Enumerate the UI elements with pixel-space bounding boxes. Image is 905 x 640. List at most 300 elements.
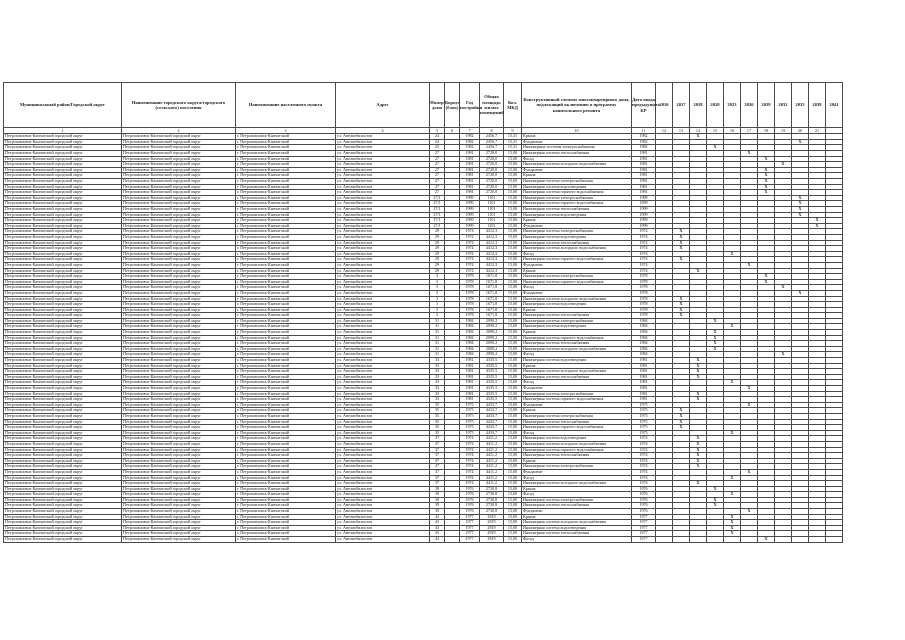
locality-cell: г. Петропавловск-Камчатский [236, 425, 336, 431]
area-cell: 4335,5 [480, 358, 504, 364]
prev-repair-date-cell: 1981 [632, 162, 656, 168]
capital-repair-register [3, 82, 843, 543]
area-cell: 4433,7 [480, 425, 504, 431]
locality-cell: г. Петропавловск-Камчатский [236, 481, 336, 487]
district-cell: Петропавловск-Камчатский городской округ [4, 296, 122, 302]
house-number-cell: 27 [430, 190, 445, 196]
locality-cell: г. Петропавловск-Камчатский [236, 212, 336, 218]
prev-repair-date-cell: 1984 [632, 346, 656, 352]
locality-cell: г. Петропавловск-Камчатский [236, 162, 336, 168]
element-cell: Инженерная система горячего водоснабжения [522, 279, 632, 285]
build-year-cell: 1999 [460, 201, 480, 207]
element-cell: Крыша [522, 514, 632, 520]
district-cell: Петропавловск-Камчатский городской округ [4, 307, 122, 313]
district-cell: Петропавловск-Камчатский городской округ [4, 413, 122, 419]
settlement-cell: Петропавловск-Камчатский городской округ [122, 167, 236, 173]
column-header: 2017 [673, 83, 690, 128]
year-cell: X [690, 447, 707, 453]
settlement-cell: Петропавловск-Камчатский городской округ [122, 363, 236, 369]
element-cell: Крыша [522, 458, 632, 464]
year-cell: X [758, 274, 775, 280]
mkd-count-cell: 15,00 [504, 458, 522, 464]
element-cell: Инженерная система теплоснабжения [522, 531, 632, 537]
column-number: 10 [522, 128, 632, 134]
house-number-cell: 29 [430, 234, 445, 240]
locality-cell: г. Петропавловск-Камчатский [236, 240, 336, 246]
mkd-count-cell: 15,00 [504, 251, 522, 257]
mkd-count-cell: 15,00 [504, 173, 522, 179]
prev-repair-date-cell: 1981 [632, 179, 656, 185]
locality-cell: г. Петропавловск-Камчатский [236, 167, 336, 173]
mkd-count-cell: 15,00 [504, 469, 522, 475]
area-cell: 2720,0 [480, 162, 504, 168]
year-cell: X [690, 464, 707, 470]
column-number: 12 [656, 128, 673, 134]
settlement-cell: Петропавловск-Камчатский городской округ [122, 190, 236, 196]
house-number-cell: 29 [430, 229, 445, 235]
district-cell: Петропавловск-Камчатский городской округ [4, 481, 122, 487]
mkd-count-cell: 15,00 [504, 218, 522, 224]
house-number-cell: 27 [430, 173, 445, 179]
year-cell: X [741, 151, 758, 157]
year-cell: X [707, 318, 724, 324]
prev-repair-date-cell: 1981 [632, 391, 656, 397]
house-number-cell: 27/1 [430, 218, 445, 224]
street-cell: ул. Автомобилистов [336, 223, 430, 229]
column-header: 2032 [775, 83, 792, 128]
area-cell: 1671,8 [480, 302, 504, 308]
area-cell: 4433,7 [480, 408, 504, 414]
street-cell: ул. Автомобилистов [336, 218, 430, 224]
year-cell: X [758, 173, 775, 179]
mkd-count-cell: 15,00 [504, 335, 522, 341]
year-cell: X [792, 207, 809, 213]
element-cell: Инженерная система холодного водоснабжения [522, 162, 632, 168]
build-year-cell: 1974 [460, 441, 480, 447]
build-year-cell: 1974 [460, 436, 480, 442]
area-cell: 2090,2 [480, 335, 504, 341]
district-cell: Петропавловск-Камчатский городской округ [4, 262, 122, 268]
street-cell: ул. Автомобилистов [336, 386, 430, 392]
district-cell: Петропавловск-Камчатский городской округ [4, 335, 122, 341]
street-cell: ул. Автомобилистов [336, 190, 430, 196]
settlement-cell: Петропавловск-Камчатский городской округ [122, 369, 236, 375]
district-cell: Петропавловск-Камчатский городской округ [4, 346, 122, 352]
prev-repair-date-cell: 1978 [632, 279, 656, 285]
settlement-cell: Петропавловск-Камчатский городской округ [122, 223, 236, 229]
element-cell: Инженерная система теплоснабжения [522, 453, 632, 459]
street-cell: ул. Автомобилистов [336, 537, 430, 543]
year-cell: X [724, 514, 741, 520]
year-cell: X [792, 212, 809, 218]
district-cell: Петропавловск-Камчатский городской округ [4, 397, 122, 403]
locality-cell: г. Петропавловск-Камчатский [236, 447, 336, 453]
prev-repair-date-cell: 1977 [632, 537, 656, 543]
street-cell: ул. Автомобилистов [336, 313, 430, 319]
street-cell: ул. Автомобилистов [336, 290, 430, 296]
build-year-cell: 1984 [460, 324, 480, 330]
street-cell: ул. Автомобилистов [336, 184, 430, 190]
year-cell [826, 537, 843, 543]
element-cell: Инженерная система электроснабжения [522, 413, 632, 419]
build-year-cell: 1981 [460, 173, 480, 179]
house-number-cell: 33 [430, 363, 445, 369]
street-cell: ул. Автомобилистов [336, 402, 430, 408]
element-cell: Инженерная система теплоснабжения [522, 503, 632, 509]
house-number-cell: 33 [430, 391, 445, 397]
year-cell: X [809, 218, 826, 224]
district-cell: Петропавловск-Камчатский городской округ [4, 525, 122, 531]
settlement-cell: Петропавловск-Камчатский городской округ [122, 330, 236, 336]
year-cell: X [690, 453, 707, 459]
prev-repair-date-cell: 1974 [632, 436, 656, 442]
house-number-cell: 27/1 [430, 212, 445, 218]
prev-repair-date-cell: 1974 [632, 458, 656, 464]
house-number-cell: 29 [430, 268, 445, 274]
year-cell: X [673, 229, 690, 235]
year-cell: X [724, 324, 741, 330]
house-number-cell: 24 [430, 134, 445, 140]
house-number-cell: 35 [430, 408, 445, 414]
build-year-cell: 1976 [460, 492, 480, 498]
house-number-cell: 31 [430, 346, 445, 352]
settlement-cell: Петропавловск-Камчатский городской округ [122, 520, 236, 526]
mkd-count-cell: 15,31 [504, 134, 522, 140]
mkd-count-cell: 15,00 [504, 346, 522, 352]
area-cell: 1671,8 [480, 274, 504, 280]
build-year-cell: 1974 [460, 481, 480, 487]
area-cell: 2730,8 [480, 486, 504, 492]
mkd-count-cell: 15,00 [504, 151, 522, 157]
area-cell: 4411,2 [480, 458, 504, 464]
area-cell: 4335,5 [480, 363, 504, 369]
mkd-count-cell: 15,00 [504, 358, 522, 364]
area-cell: 2090,2 [480, 346, 504, 352]
header-row [4, 83, 843, 128]
area-cell: 2819 [480, 537, 504, 543]
locality-cell: г. Петропавловск-Камчатский [236, 190, 336, 196]
element-cell: Инженерная система холодного водоснабжения [522, 246, 632, 252]
prev-repair-date-cell: 1974 [632, 257, 656, 263]
district-cell: Петропавловск-Камчатский городской округ [4, 380, 122, 386]
prev-repair-date-cell: 1974 [632, 251, 656, 257]
house-number-cell: 31 [430, 318, 445, 324]
area-cell: 2819 [480, 525, 504, 531]
column-header: Конструктивный элемент многоквартирного дома, подлежащий включению в программу капитального ремонта [522, 83, 632, 128]
settlement-cell: Петропавловск-Камчатский городской округ [122, 145, 236, 151]
locality-cell: г. Петропавловск-Камчатский [236, 201, 336, 207]
column-number: 5 [430, 128, 445, 134]
element-cell: Инженерная система горячего водоснабжения [522, 447, 632, 453]
column-number: 4 [336, 128, 430, 134]
build-year-cell: 1975 [460, 430, 480, 436]
element-cell: Крыша [522, 218, 632, 224]
mkd-count-cell: 15,31 [504, 145, 522, 151]
year-cell: X [724, 380, 741, 386]
column-header: 2041 [826, 83, 843, 128]
column-header: 2016 [656, 83, 673, 128]
prev-repair-date-cell: 1978 [632, 296, 656, 302]
settlement-cell: Петропавловск-Камчатский городской округ [122, 212, 236, 218]
settlement-cell: Петропавловск-Камчатский городской округ [122, 324, 236, 330]
element-cell: Инженерная система водоотведения [522, 302, 632, 308]
house-number-cell: 31 [430, 330, 445, 336]
build-year-cell: 1974 [460, 268, 480, 274]
build-year-cell: 1978 [460, 279, 480, 285]
settlement-cell: Петропавловск-Камчатский городской округ [122, 397, 236, 403]
build-year-cell: 1977 [460, 525, 480, 531]
year-cell: X [673, 408, 690, 414]
year-cell: X [690, 363, 707, 369]
element-cell: Инженерная система горячего водоснабжения [522, 425, 632, 431]
house-number-cell: 27 [430, 156, 445, 162]
column-header: Общая площадь жилых помещений [480, 83, 504, 128]
element-cell: Инженерная система теплоснабжения [522, 207, 632, 213]
prev-repair-date-cell: 1975 [632, 402, 656, 408]
street-cell: ул. Автомобилистов [336, 419, 430, 425]
element-cell: Инженерная система теплоснабжения [522, 240, 632, 246]
prev-repair-date-cell: 1976 [632, 503, 656, 509]
locality-cell: г. Петропавловск-Камчатский [236, 151, 336, 157]
column-header: Муниципальный район/Городской округ [4, 83, 122, 128]
element-cell: Инженерная система холодного водоснабжения [522, 296, 632, 302]
area-cell: 2456,7 [480, 139, 504, 145]
year-cell: X [707, 346, 724, 352]
element-cell: Инженерная система электроснабжения [522, 318, 632, 324]
element-cell: Фундамент [522, 402, 632, 408]
locality-cell: г. Петропавловск-Камчатский [236, 257, 336, 263]
area-cell: 2090,2 [480, 341, 504, 347]
mkd-count-cell: 15,00 [504, 369, 522, 375]
house-number-cell: 43 [430, 520, 445, 526]
house-number-cell: 39 [430, 503, 445, 509]
year-cell: X [673, 419, 690, 425]
area-cell: 4412,3 [480, 234, 504, 240]
locality-cell: г. Петропавловск-Камчатский [236, 497, 336, 503]
column-header: 2018 [690, 83, 707, 128]
stamp-area [0, 0, 905, 80]
column-number: 20 [792, 128, 809, 134]
house-number-cell: 35 [430, 419, 445, 425]
area-cell: 2720,0 [480, 190, 504, 196]
house-number-cell: 3 [430, 313, 445, 319]
settlement-cell: Петропавловск-Камчатский городской округ [122, 497, 236, 503]
street-cell: ул. Автомобилистов [336, 497, 430, 503]
area-cell: 4411,2 [480, 436, 504, 442]
district-cell: Петропавловск-Камчатский городской округ [4, 402, 122, 408]
year-cell: X [707, 503, 724, 509]
street-cell: ул. Автомобилистов [336, 369, 430, 375]
house-number-cell: 31 [430, 335, 445, 341]
element-cell: Инженерная система электроснабжения [522, 274, 632, 280]
settlement-cell: Петропавловск-Камчатский городской округ [122, 179, 236, 185]
area-cell: 4412,3 [480, 246, 504, 252]
street-cell: ул. Автомобилистов [336, 464, 430, 470]
locality-cell: г. Петропавловск-Камчатский [236, 430, 336, 436]
area-cell: 1101 [480, 207, 504, 213]
settlement-cell: Петропавловск-Камчатский городской округ [122, 408, 236, 414]
mkd-count-cell: 15,00 [504, 257, 522, 263]
column-header: Адрес [336, 83, 430, 128]
mkd-count-cell: 15,00 [504, 486, 522, 492]
house-number-cell: 43 [430, 525, 445, 531]
year-cell: X [758, 537, 775, 543]
district-cell: Петропавловск-Камчатский городской округ [4, 358, 122, 364]
prev-repair-date-cell: 1976 [632, 492, 656, 498]
house-number-cell: 35 [430, 402, 445, 408]
prev-repair-date-cell: 1974 [632, 475, 656, 481]
locality-cell: г. Петропавловск-Камчатский [236, 330, 336, 336]
prev-repair-date-cell: 1974 [632, 469, 656, 475]
street-cell: ул. Автомобилистов [336, 453, 430, 459]
house-number-cell: 33 [430, 397, 445, 403]
house-number-cell: 31 [430, 341, 445, 347]
settlement-cell: Петропавловск-Камчатский городской округ [122, 475, 236, 481]
district-cell: Петропавловск-Камчатский городской округ [4, 251, 122, 257]
house-number-cell: 29 [430, 262, 445, 268]
mkd-count-cell: 15,00 [504, 330, 522, 336]
mkd-count-cell: 15,00 [504, 184, 522, 190]
area-cell: 2819 [480, 514, 504, 520]
locality-cell: г. Петропавловск-Камчатский [236, 413, 336, 419]
street-cell: ул. Автомобилистов [336, 318, 430, 324]
prev-repair-date-cell: 1999 [632, 195, 656, 201]
build-year-cell: 1984 [460, 352, 480, 358]
element-cell: Фундамент [522, 262, 632, 268]
build-year-cell: 1974 [460, 458, 480, 464]
house-number-cell: 33 [430, 386, 445, 392]
build-year-cell: 1975 [460, 425, 480, 431]
house-number-cell: 3 [430, 279, 445, 285]
element-cell: Инженерная система холодного водоснабжения [522, 369, 632, 375]
house-number-cell: 43 [430, 514, 445, 520]
locality-cell: г. Петропавловск-Камчатский [236, 363, 336, 369]
locality-cell: г. Петропавловск-Камчатский [236, 469, 336, 475]
area-cell: 4433,7 [480, 419, 504, 425]
mkd-count-cell: 15,00 [504, 290, 522, 296]
house-number-cell: 39 [430, 492, 445, 498]
year-cell: X [741, 402, 758, 408]
street-cell: ул. Автомобилистов [336, 374, 430, 380]
street-cell: ул. Автомобилистов [336, 397, 430, 403]
prev-repair-date-cell: 1974 [632, 234, 656, 240]
street-cell: ул. Автомобилистов [336, 162, 430, 168]
year-cell: X [775, 352, 792, 358]
prev-repair-date-cell: 1978 [632, 307, 656, 313]
settlement-cell: Петропавловск-Камчатский городской округ [122, 537, 236, 543]
mkd-count-cell: 15,00 [504, 419, 522, 425]
settlement-cell: Петропавловск-Камчатский городской округ [122, 184, 236, 190]
build-year-cell: 1974 [460, 229, 480, 235]
mkd-count-cell: 15,00 [504, 262, 522, 268]
street-cell: ул. Автомобилистов [336, 279, 430, 285]
settlement-cell: Петропавловск-Камчатский городской округ [122, 207, 236, 213]
locality-cell: г. Петропавловск-Камчатский [236, 145, 336, 151]
build-year-cell: 1981 [460, 162, 480, 168]
area-cell: 2720,0 [480, 179, 504, 185]
area-cell: 2456,7 [480, 134, 504, 140]
district-cell: Петропавловск-Камчатский городской округ [4, 369, 122, 375]
area-cell: 1101 [480, 218, 504, 224]
settlement-cell: Петропавловск-Камчатский городской округ [122, 251, 236, 257]
build-year-cell: 1984 [460, 341, 480, 347]
area-cell: 4411,2 [480, 469, 504, 475]
settlement-cell: Петропавловск-Камчатский городской округ [122, 173, 236, 179]
settlement-cell: Петропавловск-Камчатский городской округ [122, 441, 236, 447]
house-number-cell: 37 [430, 469, 445, 475]
prev-repair-date-cell: 1978 [632, 274, 656, 280]
build-year-cell: 1999 [460, 223, 480, 229]
element-cell: Фасад [522, 156, 632, 162]
element-cell: Крыша [522, 408, 632, 414]
house-number-cell: 3 [430, 274, 445, 280]
element-cell: Инженерная система электроснабжения [522, 497, 632, 503]
element-cell: Инженерная система теплоснабжения [522, 151, 632, 157]
column-number: 16 [724, 128, 741, 134]
district-cell: Петропавловск-Камчатский городской округ [4, 156, 122, 162]
street-cell: ул. Автомобилистов [336, 520, 430, 526]
table-body [4, 128, 843, 543]
street-cell: ул. Автомобилистов [336, 173, 430, 179]
column-header: Дата ввода предыдущего КР [632, 83, 656, 128]
build-year-cell: 1978 [460, 302, 480, 308]
district-cell: Петропавловск-Камчатский городской округ [4, 447, 122, 453]
year-cell: X [690, 481, 707, 487]
element-cell: Инженерная система электроснабжения [522, 391, 632, 397]
build-year-cell: 1978 [460, 274, 480, 280]
column-header: 2026 [741, 83, 758, 128]
prev-repair-date-cell: 1984 [632, 324, 656, 330]
district-cell: Петропавловск-Камчатский городской округ [4, 207, 122, 213]
area-cell: 4411,2 [480, 453, 504, 459]
mkd-count-cell: 15,00 [504, 296, 522, 302]
year-cell: X [758, 179, 775, 185]
house-number-cell: 31 [430, 352, 445, 358]
area-cell: 4411,2 [480, 475, 504, 481]
build-year-cell: 1981 [460, 386, 480, 392]
prev-repair-date-cell: 1984 [632, 335, 656, 341]
area-cell: 4335,5 [480, 380, 504, 386]
year-cell: X [707, 145, 724, 151]
settlement-cell: Петропавловск-Камчатский городской округ [122, 531, 236, 537]
street-cell: ул. Автомобилистов [336, 195, 430, 201]
locality-cell: г. Петропавловск-Камчатский [236, 492, 336, 498]
element-cell: Фасад [522, 475, 632, 481]
settlement-cell: Петропавловск-Камчатский городской округ [122, 352, 236, 358]
build-year-cell: 1974 [460, 240, 480, 246]
settlement-cell: Петропавловск-Камчатский городской округ [122, 481, 236, 487]
year-cell: X [741, 262, 758, 268]
year-cell: X [673, 257, 690, 263]
street-cell: ул. Автомобилистов [336, 251, 430, 257]
area-cell: 4433,7 [480, 402, 504, 408]
locality-cell: г. Петропавловск-Камчатский [236, 408, 336, 414]
mkd-count-cell: 15,00 [504, 430, 522, 436]
area-cell: 4411,2 [480, 447, 504, 453]
mkd-count-cell: 15,00 [504, 162, 522, 168]
build-year-cell: 1981 [460, 374, 480, 380]
year-cell: X [707, 497, 724, 503]
area-cell: 4412,3 [480, 229, 504, 235]
prev-repair-date-cell: 1974 [632, 240, 656, 246]
house-number-cell: 3 [430, 290, 445, 296]
year-cell [775, 537, 792, 543]
mkd-count-cell: 15,00 [504, 425, 522, 431]
year-cell [741, 537, 758, 543]
mkd-count-cell: 15,00 [504, 391, 522, 397]
locality-cell: г. Петропавловск-Камчатский [236, 520, 336, 526]
house-number-cell: 37 [430, 447, 445, 453]
